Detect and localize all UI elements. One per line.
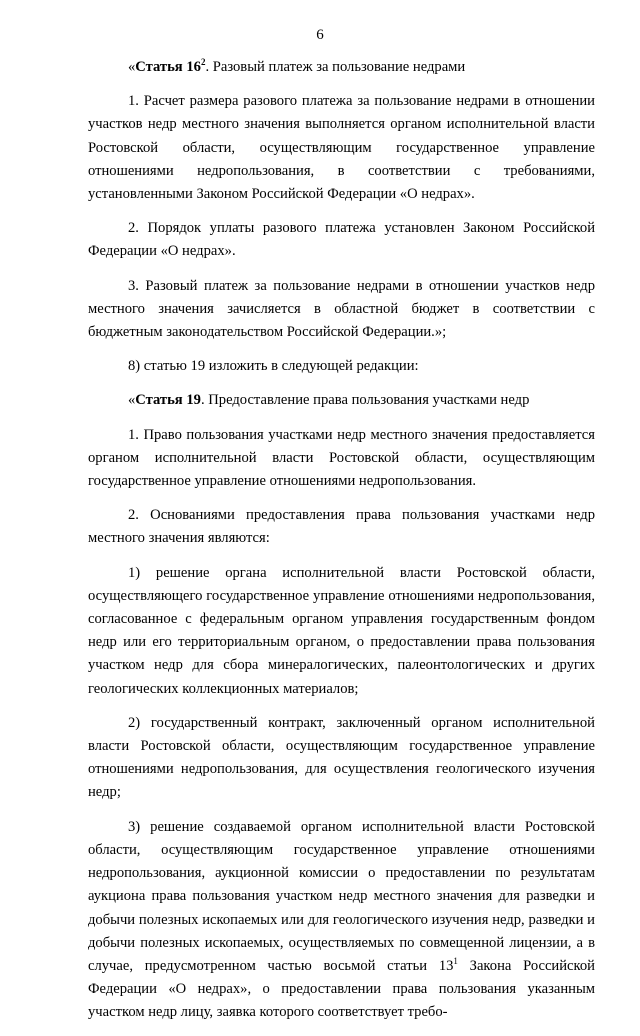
list-item: 2) государственный контракт, заключенный органом исполнительной власти Ростовской области, осуществляющим государственное управление отношениями недропользования, для осуществления геологического изучения недр; [88, 714, 595, 801]
paragraph: 2. Порядок уплаты разового платежа установлен Законом Российской Федерации «О недрах». [88, 220, 595, 260]
superscript: 1 [453, 956, 458, 967]
article-title: . Предоставление права пользования участками недр [200, 392, 530, 409]
article-superscript: 2 [200, 57, 206, 68]
paragraph: 1. Расчет размера разового платежа за пользование недрами в отношении участков недр местного значения выполняется органом исполнительной власти Ростовской области, осуществляющим государственное управление отношениями недропользования, в соответствии с требованиями, установленными Законом Российской Федерации «О недрах». [88, 93, 595, 203]
article-label: Статья 16 [135, 59, 201, 75]
paragraph: 2. Основаниями предоставления права пользования участками недр местного значения являются: [88, 507, 595, 547]
list-item-text: 3) решение создаваемой органом исполнительной власти Ростовской области, осуществляющим государственное управление отношениями недропользования, аукционной комиссии о предоставлении по результатам аукциона права пользования участком недр местного значения для разведки и добычи полезных ископаемых или для геологического изучения недр, разведки и добычи полезных ископаемых, осуществляемых по совмещенной лицензии, а в случае, предусмотренном частью восьмой статьи 13 [88, 818, 595, 974]
list-item: 1) решение органа исполнительной власти Ростовской области, осуществляющего государственное управление отношениями недропользования, согласованное с федеральным органом управления государственным фондом недр или его территориальным органом, о предоставлении права пользования участком недр для сбора минералогических, палеонтологических и других геологических коллекционных материалов; [88, 564, 595, 697]
document-body [88, 56, 595, 1036]
quote-mark: « [128, 59, 136, 75]
amendment-item: 8) статью 19 изложить в следующей редакции: [128, 358, 419, 375]
article-19-heading [88, 389, 595, 412]
article-title: . Разовый платеж за пользование недрами [205, 59, 466, 75]
list-item-text-continued: Закона Российской Федерации «О недрах», о предоставлении права пользования указанным участком недр лицу, заявка которого соответствует требо- [88, 957, 595, 1021]
page-number: 6 [316, 27, 324, 43]
paragraph: 1. Право пользования участками недр местного значения предоставляется органом исполнительной власти Ростовской области, осуществляющим государственное управление отношениями недропользования. [88, 426, 595, 490]
article-16-2-heading [88, 56, 595, 79]
list-item [88, 816, 595, 1025]
paragraph: 3. Разовый платеж за пользование недрами в отношении участков недр местного значения зачисляется в областной бюджет в соответствии с бюджетным законодательством Российской Федерации.»; [88, 277, 595, 341]
article-label: Статья 19 [135, 392, 201, 409]
quote-mark: « [128, 392, 136, 409]
